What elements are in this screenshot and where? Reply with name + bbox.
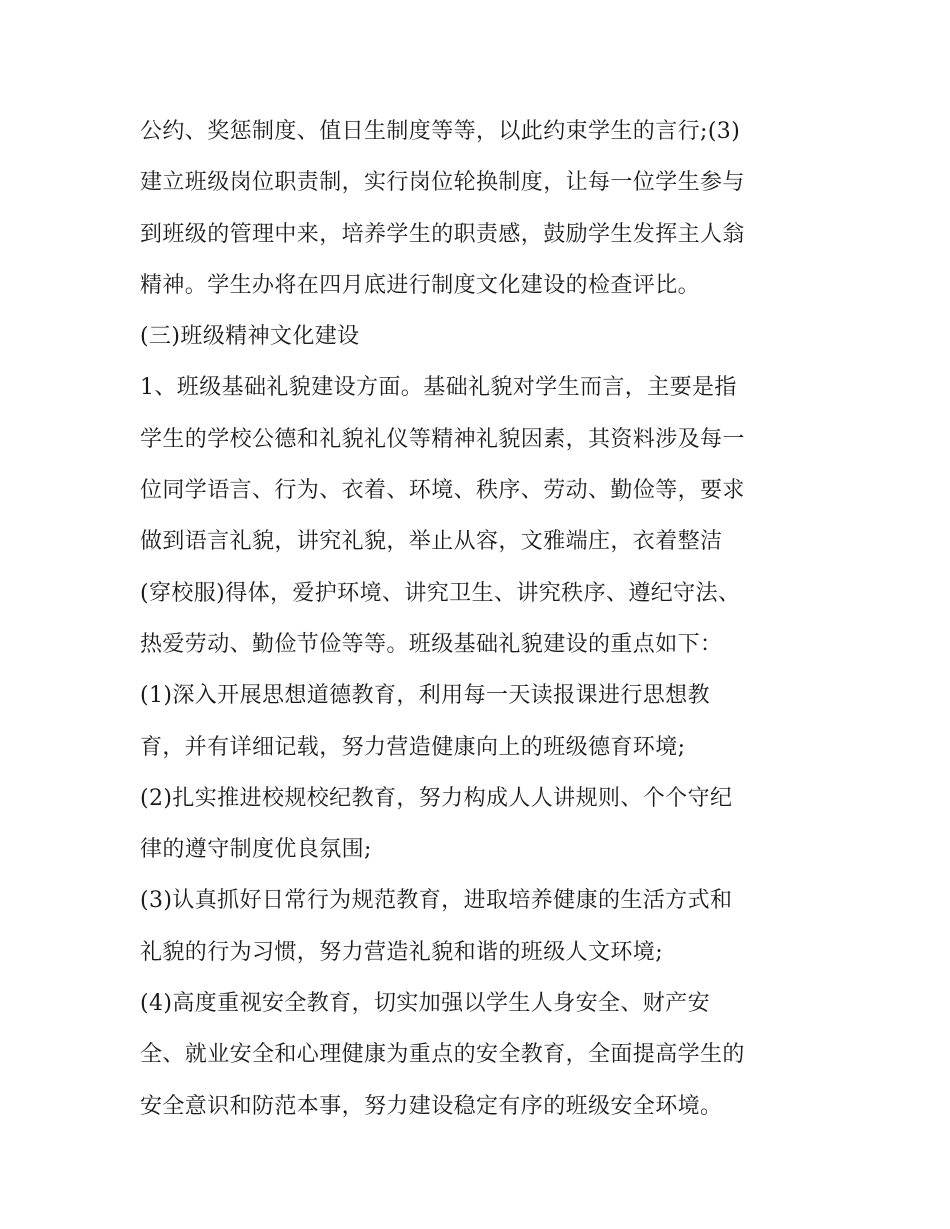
text-line: 建立班级岗位职责制，实行岗位轮换制度，让每一位学生参与 [140,170,745,196]
section-heading: (三)班级精神文化建设 [140,324,360,350]
text-line: 学生的学校公德和礼貌礼仪等精神礼貌因素，其资料涉及每一 [140,426,745,452]
text-line: (3)认真抓好日常行为规范教育，进取培养健康的生活方式和 [140,888,733,914]
text-line: (4)高度重视安全教育，切实加强以学生人身安全、财产安 [140,991,710,1017]
text-line: 育，并有详细记载，努力营造健康向上的班级德育环境; [140,734,686,760]
text-line: 做到语言礼貌，讲究礼貌，举止从容，文雅端庄，衣着整洁 [140,529,723,555]
text-line: 全、就业安全和心理健康为重点的安全教育，全面提高学生的 [140,1042,745,1068]
text-line: (穿校服)得体，爱护环境、讲究卫生、讲究秩序、遵纪守法、 [140,580,741,606]
text-line: 1、班级基础礼貌建设方面。基础礼貌对学生而言，主要是指 [140,375,737,401]
text-line: 礼貌的行为习惯，努力营造礼貌和谐的班级人文环境; [140,939,664,965]
text-line: 热爱劳动、勤俭节俭等等。班级基础礼貌建设的重点如下： [140,631,723,657]
text-line: 律的遵守制度优良氛围; [140,837,372,863]
text-line: 公约、奖惩制度、值日生制度等等，以此约束学生的言行;(3) [140,119,741,144]
text-line: 到班级的管理中来，培养学生的职责感，鼓励学生发挥主人翁 [140,221,745,247]
text-line: (1)深入开展思想道德教育，利用每一天读报课进行思想教 [140,683,710,709]
text-line: 精神。学生办将在四月底进行制度文化建设的检查评比。 [140,272,701,298]
document-body [140,106,820,1132]
text-line: 位同学语言、行为、衣着、环境、秩序、劳动、勤俭等，要求 [140,478,745,504]
text-line: 安全意识和防范本事，努力建设稳定有序的班级安全环境。 [140,1093,723,1119]
text-line: (2)扎实推进校规校纪教育，努力构成人人讲规则、个个守纪 [140,785,733,811]
